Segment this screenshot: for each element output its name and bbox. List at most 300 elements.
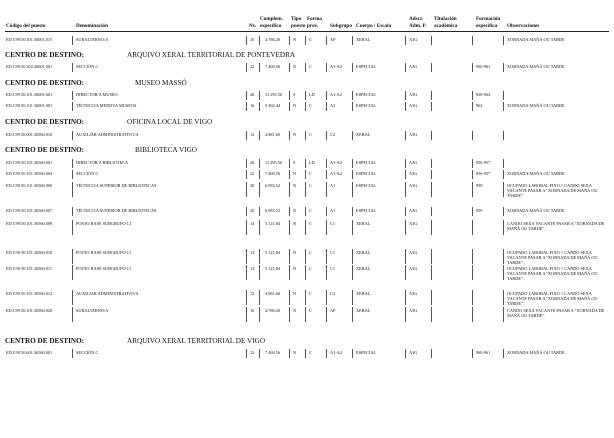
- subgroup-cell: A1-A2: [330, 350, 342, 355]
- column-divider: [246, 102, 247, 111]
- column-divider: [503, 349, 504, 358]
- section-name: ARQUIVO XERAL TERRITORIAL DE VIGO: [127, 337, 266, 345]
- form-cell: C: [309, 266, 312, 271]
- administration-cell: A3G: [409, 250, 418, 255]
- table-row: [0, 308, 614, 322]
- form-cell: LD: [309, 160, 315, 165]
- column-divider: [472, 91, 473, 100]
- column-divider: [352, 159, 353, 168]
- column-divider: [305, 131, 306, 140]
- column-divider: [352, 220, 353, 235]
- administration-cell: A3G: [409, 37, 418, 42]
- column-divider: [503, 159, 504, 168]
- column-divider: [326, 307, 327, 322]
- column-divider: [305, 91, 306, 100]
- column-divider: [472, 159, 473, 168]
- column-divider: [289, 290, 290, 305]
- observations-cell: XORNADA MAÑÁ OU TARDE: [507, 208, 565, 213]
- column-divider: [259, 307, 260, 322]
- column-divider: [305, 307, 306, 322]
- column-divider: [503, 131, 504, 140]
- column-divider: [289, 131, 290, 140]
- column-divider: [326, 265, 327, 280]
- column-divider: [72, 290, 73, 305]
- column-divider: [326, 102, 327, 111]
- complement-cell: 11.295,56: [265, 160, 283, 165]
- type-cell: N: [293, 183, 297, 188]
- column-divider: [431, 265, 432, 280]
- column-divider: [326, 290, 327, 305]
- column-divider: [305, 207, 306, 216]
- column-divider: [259, 207, 260, 216]
- denomination-cell: TÉCNICO/A SUPERIOR DE BIBLIOTECAS: [76, 208, 157, 213]
- form-cell: C: [309, 221, 312, 226]
- column-divider: [72, 249, 73, 264]
- column-divider: [431, 131, 432, 140]
- body-scale-cell: ESPECIAL: [356, 350, 377, 355]
- type-cell: N: [293, 64, 297, 69]
- code-cell: ED.C99.50.101.36560.006: [6, 183, 53, 188]
- table-row: [0, 132, 614, 140]
- section-label: CENTRO DE DESTINO:: [5, 146, 85, 154]
- code-cell: ED.C99.50.101.36560.001: [6, 160, 53, 165]
- column-divider: [246, 131, 247, 140]
- column-divider: [352, 349, 353, 358]
- header-academic: académica: [434, 23, 458, 29]
- type-cell: N: [293, 171, 297, 176]
- column-divider: [289, 36, 290, 45]
- complement-cell: 5.121,84: [265, 221, 281, 226]
- denomination-cell: DIRECTOR/A BIBLIOTECA: [76, 160, 129, 165]
- header-body-scale: Cuerpo / Escala: [356, 23, 392, 29]
- section-name: OFICINA LOCAL DE VIGO: [127, 118, 213, 126]
- administration-cell: A3G: [409, 221, 418, 226]
- column-divider: [246, 63, 247, 72]
- type-cell: N: [293, 103, 297, 108]
- column-divider: [405, 63, 406, 72]
- level-cell: 14: [250, 250, 255, 255]
- column-divider: [326, 63, 327, 72]
- type-cell: N: [293, 308, 297, 313]
- form-cell: C: [309, 64, 312, 69]
- header-specific: específico: [260, 23, 282, 29]
- column-divider: [352, 170, 353, 179]
- column-divider: [326, 159, 327, 168]
- column-divider: [405, 207, 406, 216]
- level-cell: 22: [250, 64, 255, 69]
- denomination-cell: POSTO BASE SUBGRUPO C1: [76, 250, 132, 255]
- column-divider: [305, 249, 306, 264]
- subgroup-cell: C1: [330, 266, 336, 271]
- administration-cell: A3G: [409, 64, 418, 69]
- form-cell: C: [309, 208, 312, 213]
- header-code: Código del puesto: [6, 23, 46, 29]
- administration-cell: A3G: [409, 266, 418, 271]
- administration-cell: A3G: [409, 208, 418, 213]
- observations-cell: OCUPADO LABORAL FIXO // CANDO SEXA VACANTE PASAR A "XORNADA DE MAÑÁ OU TARDE".: [507, 250, 598, 265]
- column-divider: [289, 170, 290, 179]
- observations-cell: XORNADA MAÑÁ OU TARDE: [507, 37, 565, 42]
- column-divider: [246, 207, 247, 216]
- column-divider: [405, 159, 406, 168]
- type-cell: N: [293, 350, 297, 355]
- section-name: ARQUIVO XERAL TERRITORIAL DE PONTEVEDRA: [127, 51, 296, 59]
- column-divider: [289, 307, 290, 322]
- column-divider: [305, 159, 306, 168]
- code-cell: ED.C99.50.101.36560.009: [6, 221, 53, 226]
- column-divider: [431, 182, 432, 197]
- header-degree: Titulación: [434, 16, 457, 22]
- header-rule: [5, 31, 609, 32]
- form-cell: C: [309, 291, 312, 296]
- code-cell: ED.C99.50.101.36560.012: [6, 291, 53, 296]
- column-divider: [472, 249, 473, 264]
- column-divider: [431, 307, 432, 322]
- column-divider: [246, 265, 247, 280]
- complement-cell: 11.295,56: [265, 92, 283, 97]
- column-divider: [405, 220, 406, 235]
- column-divider: [503, 182, 504, 197]
- column-divider: [289, 159, 290, 168]
- level-cell: 10: [250, 37, 255, 42]
- table-row: [0, 208, 614, 216]
- complement-cell: 4.786,20: [265, 37, 281, 42]
- column-divider: [305, 349, 306, 358]
- administration-cell: A3G: [409, 291, 418, 296]
- column-divider: [289, 207, 290, 216]
- column-divider: [259, 63, 260, 72]
- complement-cell: 5.121,84: [265, 250, 281, 255]
- form-cell: C: [309, 308, 312, 313]
- table-row: [0, 103, 614, 111]
- table-row: [0, 64, 614, 72]
- header-complement: Complem.: [260, 16, 283, 22]
- type-cell: N: [293, 37, 297, 42]
- code-cell: ED.C99.50.101.36560.004: [6, 171, 53, 176]
- form-cell: C: [309, 350, 312, 355]
- column-divider: [405, 91, 406, 100]
- level-cell: 12: [250, 291, 255, 296]
- column-divider: [405, 131, 406, 140]
- column-divider: [72, 307, 73, 322]
- subgroup-cell: C2: [330, 132, 336, 137]
- code-cell: ED.C99.50.101.36560.011: [6, 266, 53, 271]
- column-divider: [352, 207, 353, 216]
- column-divider: [472, 102, 473, 111]
- training-cell: 959: [476, 208, 483, 213]
- observations-cell: OCUPADO LABORAL FIXO // CANDO SEXA VACANTE PASAR A "XORNADA DE MAÑÁ OU TARDE".: [507, 183, 598, 198]
- observations-cell: XORNADA MAÑÁ OU TARDE: [507, 350, 565, 355]
- complement-cell: 7.469,56: [265, 64, 281, 69]
- code-cell: ED.C99.50.001.36560.010: [6, 132, 53, 137]
- complement-cell: 4.881,60: [265, 291, 281, 296]
- section-name: BIBLIOTECA VIGO: [135, 146, 197, 154]
- column-divider: [405, 290, 406, 305]
- training-cell: 956-957: [476, 160, 491, 165]
- column-divider: [259, 91, 260, 100]
- column-divider: [472, 131, 473, 140]
- column-divider: [246, 307, 247, 322]
- complement-cell: 6.083,52: [265, 208, 281, 213]
- header-training-specific: específica: [476, 23, 498, 29]
- body-scale-cell: ESPECIAL: [356, 92, 377, 97]
- column-divider: [503, 63, 504, 72]
- denomination-cell: TÉCNICO/A SUPERIOR DE BIBLIOTECAS: [76, 183, 157, 188]
- training-cell: 958-962: [476, 92, 491, 97]
- complement-cell: 4.881,60: [265, 132, 281, 137]
- column-divider: [259, 159, 260, 168]
- column-divider: [246, 182, 247, 197]
- header-provision: prov.: [307, 23, 319, 29]
- section-heading: [5, 146, 197, 154]
- column-divider: [405, 349, 406, 358]
- column-divider: [259, 131, 260, 140]
- level-cell: 10: [250, 308, 255, 313]
- column-divider: [72, 102, 73, 111]
- type-cell: N: [293, 250, 297, 255]
- column-divider: [326, 349, 327, 358]
- column-divider: [503, 290, 504, 305]
- table-row: [0, 350, 614, 358]
- body-scale-cell: XERAL: [356, 250, 371, 255]
- body-scale-cell: ESPECIAL: [356, 160, 377, 165]
- column-divider: [305, 182, 306, 197]
- column-divider: [503, 307, 504, 322]
- column-divider: [305, 63, 306, 72]
- column-divider: [289, 265, 290, 280]
- column-divider: [503, 207, 504, 216]
- column-divider: [326, 220, 327, 235]
- column-divider: [431, 220, 432, 235]
- observations-cell: XORNADA MAÑÁ OU TARDE: [507, 171, 565, 176]
- training-cell: 960-961: [476, 64, 491, 69]
- column-divider: [352, 307, 353, 322]
- section-heading: [5, 51, 296, 59]
- type-cell: N: [293, 291, 297, 296]
- level-cell: 26: [250, 160, 255, 165]
- observations-cell: CANDO SEXA VACANTE PASAR A "XORNADA DE MAÑÁ OU TARDE".: [507, 308, 605, 318]
- column-divider: [246, 290, 247, 305]
- column-divider: [72, 182, 73, 197]
- table-row: [0, 92, 614, 100]
- column-divider: [472, 207, 473, 216]
- subgroup-cell: A1-A2: [330, 92, 342, 97]
- section-heading: [5, 337, 266, 345]
- column-divider: [326, 131, 327, 140]
- column-divider: [246, 159, 247, 168]
- administration-cell: A3G: [409, 171, 418, 176]
- column-divider: [289, 91, 290, 100]
- observations-cell: XORNADA MAÑÁ OU TARDE: [507, 103, 565, 108]
- column-divider: [246, 220, 247, 235]
- body-scale-cell: XERAL: [356, 308, 371, 313]
- column-divider: [503, 170, 504, 179]
- column-divider: [352, 131, 353, 140]
- section-label: CENTRO DE DESTINO:: [5, 337, 85, 345]
- column-divider: [352, 102, 353, 111]
- column-divider: [326, 36, 327, 45]
- header-subgroup: Subgrupo: [330, 23, 352, 29]
- observations-cell: XORNADA MAÑÁ OU TARDE: [507, 64, 565, 69]
- body-scale-cell: XERAL: [356, 221, 371, 226]
- column-divider: [259, 349, 260, 358]
- complement-cell: 7.469,56: [265, 171, 281, 176]
- code-cell: ED.C99.50.101.36001.001: [6, 92, 53, 97]
- complement-cell: 5.121,84: [265, 266, 281, 271]
- type-cell: S: [293, 160, 296, 165]
- form-cell: C: [309, 250, 312, 255]
- level-cell: 16: [250, 103, 255, 108]
- column-divider: [405, 182, 406, 197]
- column-divider: [326, 207, 327, 216]
- column-divider: [352, 182, 353, 197]
- body-scale-cell: ESPECIAL: [356, 64, 377, 69]
- section-heading: [5, 118, 213, 126]
- body-scale-cell: ESPECIAL: [356, 208, 377, 213]
- type-cell: S: [293, 92, 296, 97]
- column-divider: [72, 63, 73, 72]
- training-cell: 956-957: [476, 171, 491, 176]
- column-divider: [305, 265, 306, 280]
- column-divider: [326, 249, 327, 264]
- column-divider: [472, 307, 473, 322]
- code-cell: ED.C99.50.101.36560.020: [6, 308, 53, 313]
- observations-cell: OCUPADO LABORAL FIXO // CANDO SEXA VACANTE PASAR A "XORNADA DE MAÑÁ OU TARDE".: [507, 291, 598, 306]
- form-cell: C: [309, 37, 312, 42]
- table-row: [0, 221, 614, 235]
- column-divider: [305, 36, 306, 45]
- header-form: Forma: [307, 16, 322, 22]
- column-divider: [289, 249, 290, 264]
- subgroup-cell: C2: [330, 291, 336, 296]
- subgroup-cell: C1: [330, 221, 336, 226]
- section-name: MUSEO MASSÓ: [135, 79, 187, 87]
- level-cell: 14: [250, 266, 255, 271]
- complement-cell: 7.469,56: [265, 350, 281, 355]
- column-divider: [72, 220, 73, 235]
- column-divider: [405, 265, 406, 280]
- header-assignment: Adscr.: [409, 16, 424, 22]
- code-cell: ED.C99.50.101.36001.001: [6, 103, 53, 108]
- denomination-cell: DIRECTOR/A MUSEO: [76, 92, 118, 97]
- section-label: CENTRO DE DESTINO:: [5, 79, 85, 87]
- administration-cell: A3G: [409, 103, 418, 108]
- observations-cell: OCUPADO LABORAL FIXO // CANDO SEXA VACANTE PASAR A "XORNADA DE MAÑÁ OU TARDE".: [507, 266, 598, 281]
- complement-cell: 6.083,52: [265, 183, 281, 188]
- administration-cell: A3G: [409, 160, 418, 165]
- denomination-cell: SUBALTERNO/A: [76, 308, 109, 313]
- column-divider: [289, 182, 290, 197]
- code-cell: ED.C99.50.301.36001.015: [6, 37, 53, 42]
- training-cell: 960-961: [476, 350, 491, 355]
- column-divider: [431, 102, 432, 111]
- column-divider: [431, 63, 432, 72]
- administration-cell: A3G: [409, 350, 418, 355]
- table-row: [0, 183, 614, 197]
- form-cell: C: [309, 183, 312, 188]
- section-label: CENTRO DE DESTINO:: [5, 51, 85, 59]
- table-row: [0, 171, 614, 179]
- subgroup-cell: A1: [330, 183, 336, 188]
- administration-cell: A3G: [409, 308, 418, 313]
- denomination-cell: TÉCNICO/A MEDIO/A MUSEOS: [76, 103, 137, 108]
- form-cell: C: [309, 132, 312, 137]
- denomination-cell: SUBALTERNO/A: [76, 37, 109, 42]
- administration-cell: A3G: [409, 183, 418, 188]
- column-divider: [259, 102, 260, 111]
- column-divider: [289, 63, 290, 72]
- column-divider: [259, 249, 260, 264]
- column-divider: [289, 349, 290, 358]
- column-divider: [305, 170, 306, 179]
- table-row: [0, 37, 614, 45]
- column-divider: [305, 102, 306, 111]
- column-divider: [259, 290, 260, 305]
- section-label: CENTRO DE DESTINO:: [5, 118, 85, 126]
- column-divider: [246, 91, 247, 100]
- type-cell: N: [293, 221, 297, 226]
- table-row: [0, 160, 614, 168]
- header-observations: Observaciones: [507, 23, 540, 29]
- column-divider: [472, 182, 473, 197]
- level-cell: 20: [250, 208, 255, 213]
- body-scale-cell: ESPECIAL: [356, 171, 377, 176]
- column-divider: [259, 220, 260, 235]
- level-cell: 26: [250, 92, 255, 97]
- level-cell: 14: [250, 221, 255, 226]
- body-scale-cell: XERAL: [356, 266, 371, 271]
- denomination-cell: POSTO BASE SUBGRUPO C1: [76, 221, 132, 226]
- column-divider: [259, 170, 260, 179]
- denomination-cell: SECCIÓN C: [76, 171, 99, 176]
- column-divider: [405, 102, 406, 111]
- body-scale-cell: XERAL: [356, 132, 371, 137]
- code-cell: ED.C99.50.302.36001.001: [6, 64, 53, 69]
- column-divider: [472, 220, 473, 235]
- level-cell: 12: [250, 132, 255, 137]
- column-divider: [72, 131, 73, 140]
- training-cell: 962: [476, 103, 483, 108]
- column-divider: [352, 91, 353, 100]
- section-heading: [5, 79, 187, 87]
- table-row: [0, 266, 614, 280]
- form-cell: LD: [309, 92, 315, 97]
- body-scale-cell: ESPECIAL: [356, 103, 377, 108]
- column-divider: [352, 249, 353, 264]
- denomination-cell: SECCIÓN C: [76, 64, 99, 69]
- subgroup-cell: A2: [330, 103, 336, 108]
- complement-cell: 5.362,44: [265, 103, 281, 108]
- column-divider: [472, 170, 473, 179]
- header-administration: Adm. P.: [409, 23, 427, 29]
- column-divider: [246, 36, 247, 45]
- denomination-cell: AUXILIAR ADMINISTRATIVO/A: [76, 291, 139, 296]
- denomination-cell: SECCIÓN C: [76, 350, 99, 355]
- subgroup-cell: A1-A2: [330, 171, 342, 176]
- column-divider: [352, 63, 353, 72]
- header-post: puesto: [291, 23, 306, 29]
- column-divider: [246, 349, 247, 358]
- column-divider: [503, 265, 504, 280]
- column-divider: [503, 91, 504, 100]
- level-cell: 20: [250, 183, 255, 188]
- header-type: Tipo: [291, 16, 302, 22]
- denomination-cell: POSTO BASE SUBGRUPO C1: [76, 266, 132, 271]
- subgroup-cell: A1-A2: [330, 160, 342, 165]
- header-level: Nv.: [249, 23, 257, 29]
- column-divider: [72, 265, 73, 280]
- body-scale-cell: XERAL: [356, 37, 371, 42]
